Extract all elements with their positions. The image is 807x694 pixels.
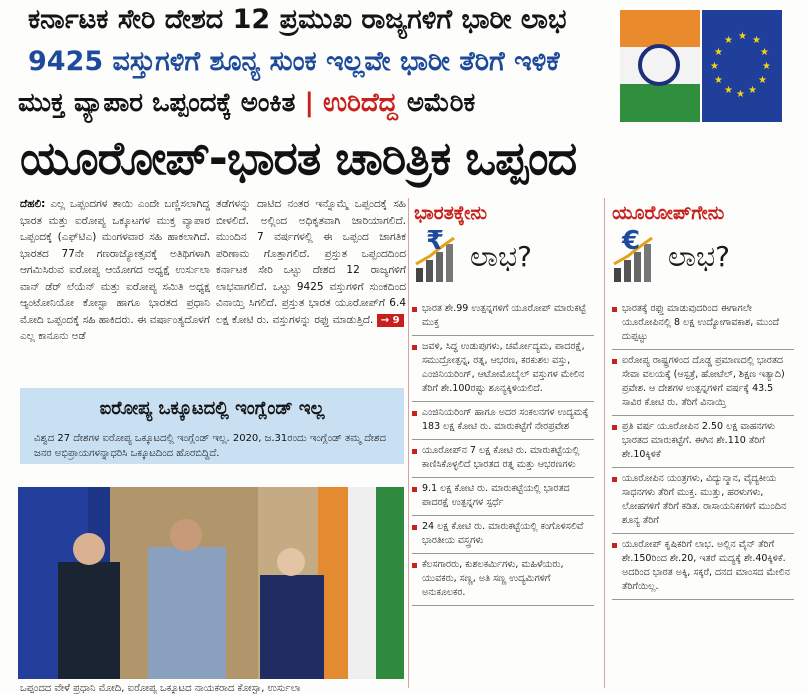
list-item: ಯೂರೋಪ್ ಕೃಷಿಕರಿಗೆ ಲಾಭ. ಅಲ್ಲಿನ ವೈನ್ ತೆರಿಗೆ ಶೇ.150ರಿಂದ ಶೇ.20, ಇತರೆ ಮದ್ಯಕ್ಕೆ ಶೇ.40ಕ್ಕಿಳಿಕೆ. ಅದರಿಂದ ಭಾರತ ಅಕ್ಕಿ, ಸಕ್ಕರೆ, ದನದ ಮಾಂಸದ ಮೇಲಿನ ತೆರಿಗೆಯಿಲ್ಲ. (612, 534, 794, 600)
headline-line2: 9425 ವಸ್ತುಗಳಿಗೆ ಶೂನ್ಯ ಸುಂಕ ಇಲ್ಲವೇ ಭಾರೀ ತೆರಿಗೆ ಇಳಿಕೆ (28, 46, 560, 77)
india-benefit-list (412, 298, 594, 606)
column-divider (604, 198, 605, 688)
headline-separator: | (304, 88, 314, 118)
chakra-icon (638, 44, 680, 86)
jump-page-number: 9 (392, 314, 400, 326)
photo-caption: ಒಪ್ಪಂದದ ವೇಳೆ ಪ್ರಧಾನಿ ಮೋದಿ, ಐರೋಪ್ಯ ಒಕ್ಕೂಟದ ನಾಯಕರಾದ ಕೋಸ್ಟಾ, ಉರ್ಸುಲಾ (20, 683, 301, 694)
photo-illustration (18, 487, 404, 679)
list-item: ಯೂರೋಪಿನ ಯಂತ್ರಗಳು, ವಿದ್ಯುನ್ಮಾನ, ವೈದ್ಯಕೀಯ ಸಾಧನಗಳು ತೆರಿಗೆ ಮುಕ್ತ. ಮುತ್ತು, ಹರಳುಗಳು, ಲೋಹಗಳಿಗೆ ತೆರಿಗೆ ಕಡಿತ. ರಾಸಾಯನಿಕಗಳಿಗೆ ಮುಂದಿನ ಶೂನ್ಯ ತೆರಿಗೆ (612, 468, 794, 534)
story-text-2: ತಡೆಗಳನ್ನು ದಾಟಿದ ನಂತರ ಇನ್ನೊಮ್ಮೆ ಒಪ್ಪಂದಕ್ಕೆ ಸಹಿ ಬೀಳಲಿದೆ. ಅಲ್ಲಿಂದ ಅಧಿಕೃತವಾಗಿ ಜಾರಿಯಾಗಲಿದೆ. ಮುಂದಿನ 7 ವರ್ಷಗಳಲ್ಲಿ ಈ ಒಪ್ಪಂದ ಜಾಗತಿಕ ಪರಿಣಾಮ ಗೊತ್ತಾಗಲಿದೆ. ಪ್ರಸ್ತುತ ಒಪ್ಪಂದದಿಂದ ಕರ್ನಾಟಕ ಸೇರಿ ಒಟ್ಟು ದೇಶದ 12 ರಾಜ್ಯಗಳಿಗೆ ಲಾಭವಾಗಲಿದೆ. ಒಟ್ಟು 9425 ವಸ್ತುಗಳಿಗೆ ಸುಂಕದಿಂದ ವಿನಾಯ್ತಿ ಸಿಗಲಿದೆ. ಪ್ರಸ್ತುತ ಭಾರತ ಯೂರೋಪ್‌ಗೆ 6.4 ಲಕ್ಷ ಕೋಟಿ ರು. ವಸ್ತುಗಳನ್ನು ರಫ್ತು ಮಾಡುತ್ತಿದೆ. (216, 198, 406, 326)
europe-benefit-word: ಲಾಭ? (668, 240, 731, 273)
main-headline: ಯೂರೋಪ್-ಭಾರತ ಚಾರಿತ್ರಿಕ ಒಪ್ಪಂದ (20, 131, 577, 185)
europe-benefit-list (612, 298, 794, 600)
story-text-1: ಎಲ್ಲ ಒಪ್ಪಂದಗಳ ತಾಯಿ ಎಂದೇ ಬಣ್ಣಿಸಲಾಗಿದ್ದ ಭಾರತ ಮತ್ತು ಐರೋಪ್ಯ ಒಕ್ಕೂಟಗಳ ಮುಕ್ತ ವ್ಯಾಪಾರ ಒಪ್ಪಂದಕ್ಕೆ (ಎಫ್‌ಟಿಎ) ಮಂಗಳವಾರ ಸಹಿ ಹಾಕಲಾಗಿದೆ. ಭಾರತದ 77ನೇ ಗಣರಾಜ್ಯೋತ್ಸವಕ್ಕೆ ಅತಿಥಿಗಳಾಗಿ ಆಗಮಿಸಿರುವ ಐರೋಪ್ಯ ಆಯೋಗದ ಅಧ್ಯಕ್ಷೆ ಉರ್ಸುಲಾ ವಾನ್ ಡೆರ್ ಲೆಯೆನ್ ಮತ್ತು ಐರೋಪ್ಯ ಸಮಿತಿ ಅಧ್ಯಕ್ಷ ಆ್ಯಂಟೋನಿಯೋ ಕೋಸ್ಟಾ ಹಾಗೂ ಭಾರತದ ಪ್ರಧಾನಿ ಮೋದಿ ಒಪ್ಪಂದಕ್ಕೆ ಸಹಿ ಹಾಕಿದರು. ಈ ವರ್ಷಾಂತ್ಯದೊಳಗೆ ಎಲ್ಲ ಕಾನೂನು ಅಡೆ (20, 198, 210, 342)
list-item: ಐರೋಪ್ಯ ರಾಷ್ಟ್ರಗಳಿಂದ ದೊಡ್ಡ ಪ್ರಮಾಣದಲ್ಲಿ ಭಾರತದ ಸೇವಾ ವಲಯಕ್ಕೆ (ಆಸ್ಪತ್ರೆ, ಹೋಟೆಲ್, ಶಿಕ್ಷಣ ಇತ್ಯಾದಿ) ಪ್ರವೇಶ. ಆ ದೇಶಗಳ ಉತ್ಪನ್ನಗಳಿಗೆ ವರ್ಷಕ್ಕೆ 43.5 ಸಾವಿರ ಕೋಟಿ ರು. ತೆರಿಗೆ ವಿನಾಯ್ತಿ (612, 350, 794, 416)
euro-icon: € (622, 226, 641, 256)
story-column-1 (20, 196, 210, 345)
headline-line3-a: ಮುಕ್ತ ವ್ಯಾಪಾರ ಒಪ್ಪಂದಕ್ಕೆ ಅಂಕಿತ (18, 88, 296, 118)
list-item: ಯೂರೋಪ್‌ನ 7 ಲಕ್ಷ ಕೋಟಿ ರು. ಮಾರುಕಟ್ಟೆಯಲ್ಲಿ ಕಾಣಿಸಿಕೊಳ್ಳಲಿದೆ ಭಾರತದ ರತ್ನ ಮತ್ತು ಆಭರಣಗಳು (412, 440, 594, 478)
list-item: 24 ಲಕ್ಷ ಕೋಟಿ ರು. ಮಾರುಕಟ್ಟೆಯಲ್ಲಿ ಕಂಗೊಳಿಸಲಿವೆ ಭಾರತೀಯ ವಸ್ತ್ರಗಳು (412, 516, 594, 554)
dateline: ದೆಹಲಿ: (20, 198, 46, 210)
england-box-heading: ಐರೋಪ್ಯ ಒಕ್ಕೂಟದಲ್ಲಿ ಇಂಗ್ಲೆಂಡ್ ಇಲ್ಲ (99, 398, 325, 419)
headline-line1: ಕರ್ನಾಟಕ ಸೇರಿ ದೇಶದ 12 ಪ್ರಮುಖ ರಾಜ್ಯಗಳಿಗೆ ಭಾರೀ ಲಾಭ (28, 4, 567, 35)
headline-line3 (18, 90, 475, 116)
list-item: ಜವಳಿ, ಸಿದ್ಧ ಉಡುಪುಗಳು, ಚರ್ಮೋದ್ಯಮ, ಪಾದರಕ್ಷೆ, ಸಮುದ್ರೋತ್ಪನ್ನ, ರತ್ನ, ಆಭರಣ, ಕರಕುಶಲ ವಸ್ತು, ಎಂಜಿನಿಯರಿಂಗ್, ಆಟೋಮೊಬೈಲ್ ವಸ್ತುಗಳ ಮೇಲಿನ ತೆರಿಗೆ ಶೇ.100ರಷ್ಟು ಶೂನ್ಯಕ್ಕಿಳಿಯಲಿದೆ. (412, 336, 594, 402)
list-item: 9.1 ಲಕ್ಷ ಕೋಟಿ ರು. ಮಾರುಕಟ್ಟೆಯಲ್ಲಿ ಭಾರತದ ಪಾದರಕ್ಷೆ ಉತ್ಪನ್ನಗಳ ಸ್ಪರ್ಧೆ (412, 478, 594, 516)
europe-benefit-heading: ಯೂರೋಪ್‌ಗೇನು (612, 202, 725, 224)
eu-flag-image: ★ ★ ★ ★ ★ ★ ★ ★ ★ ★ ★ ★ (702, 10, 782, 122)
list-item: ಕೆಲಸಗಾರರು, ಕುಶಲಕರ್ಮಿಗಳು, ಮಹಿಳೆಯರು, ಯುವಕರು, ಸಣ್ಣ, ಅತಿ ಸಣ್ಣ ಉದ್ಯಮಿಗಳಿಗೆ ಅನುಕೂಲಕರ. (412, 554, 594, 606)
headline-line3-c: ಅಮೆರಿಕ (406, 88, 476, 118)
india-benefit-heading: ಭಾರತಕ್ಕೇನು (414, 202, 487, 224)
list-item: ಭಾರತ ಶೇ.99 ಉತ್ಪನ್ನಗಳಿಗೆ ಯೂರೋಪ್ ಮಾರುಕಟ್ಟೆ ಮುಕ್ತ (412, 298, 594, 336)
england-box-body: ವಿಶ್ವದ 27 ದೇಶಗಳ ಐರೋಪ್ಯ ಒಕ್ಕೂಟದಲ್ಲಿ ಇಂಗ್ಲೆಂಡ್ ಇಲ್ಲ. 2020, ಜ.31ರಂದು ಇಂಗ್ಲೆಂಡ್ ತಮ್ಮ ದೇಶದ ಜನರ ಅಭಿಪ್ರಾಯಗಳನ್ನಾಧರಿಸಿ ಒಕ್ಕೂಟದಿಂದ ಹೊರಬಿದ್ದಿದೆ. (34, 433, 386, 459)
signing-photo (18, 487, 404, 679)
rupee-icon: ₹ (426, 226, 445, 256)
list-item: ಪ್ರತಿ ವರ್ಷ ಯೂರೋಪಿನ 2.50 ಲಕ್ಷ ವಾಹನಗಳು ಭಾರತದ ಮಾರುಕಟ್ಟೆಗೆ. ಈಗಿನ ಶೇ.110 ತೆರಿಗೆ ಶೇ.10ಕ್ಕಿಳಿಕೆ (612, 416, 794, 468)
india-flag-image (620, 10, 700, 122)
story-column-2 (216, 196, 406, 328)
headline-line3-b: ಉರಿದೆದ್ದ (323, 88, 398, 118)
england-info-box (20, 388, 404, 464)
list-item: ಎಂಜಿನಿಯರಿಂಗ್ ಹಾಗೂ ಅದರ ಸಂಕಲನಗಳ ಉದ್ಯಮಕ್ಕೆ 183 ಲಕ್ಷ ಕೋಟಿ ರು. ಮಾರುಕಟ್ಟೆಗೆ ನೇರಪ್ರವೇಶ (412, 402, 594, 440)
column-divider (408, 198, 409, 688)
page-jump-link[interactable]: → 9 (377, 314, 404, 327)
list-item: ಭಾರತಕ್ಕೆ ರಫ್ತು ಮಾಡುವುದರಿಂದ ಈಗಾಗಲೇ ಯೂರೋಪಿನಲ್ಲಿ 8 ಲಕ್ಷ ಉದ್ಯೋಗಾವಕಾಶ, ಮುಂದೆ ದುಪ್ಪಟ್ಟು (612, 298, 794, 350)
india-benefit-word: ಲಾಭ? (470, 240, 533, 273)
